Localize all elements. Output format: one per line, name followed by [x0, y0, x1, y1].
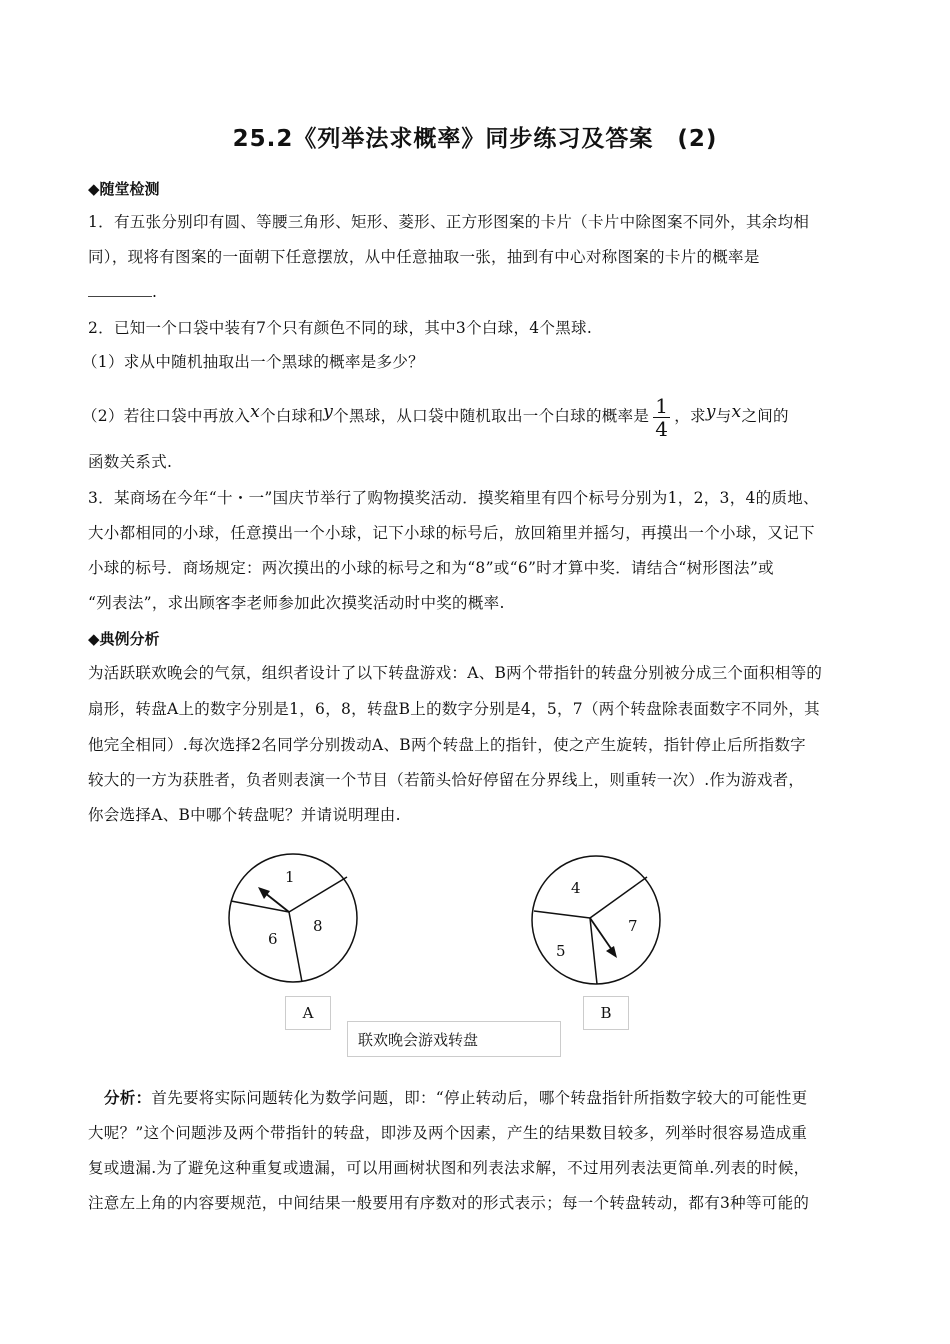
spinner-b-arrowhead-icon	[606, 946, 617, 958]
var-x: x	[250, 402, 261, 422]
page-title: 25.2《列举法求概率》同步练习及答案 (2)	[232, 126, 718, 152]
q2-part2-text-d: ，求	[674, 407, 706, 425]
spinner-b-number-5: 5	[556, 942, 566, 960]
q3-line3: 小球的标号．商场规定：两次摸出的小球的标号之和为“8”或“6”时才算中奖．请结合“树形图法”或	[88, 559, 774, 577]
q3-line1: 3．某商场在今年“十・一”国庆节举行了购物摸奖活动．摸奖箱里有四个标号分别为1，2，3，4的质地、	[88, 489, 819, 507]
spinner-b	[532, 856, 660, 984]
section-heading-example: ◆典例分析	[88, 630, 160, 648]
q2-part2-text-b: 个白球和	[260, 407, 324, 425]
spinner-a	[229, 854, 357, 982]
example-line1: 为活跃联欢晚会的气氛，组织者设计了以下转盘游戏：A、B两个带指针的转盘分别被分成三个面积相等的	[88, 664, 823, 682]
q2-line-end: 函数关系式.	[88, 453, 173, 471]
q2-part1: （1）求从中随机抽取出一个黑球的概率是多少？	[82, 353, 424, 371]
example-line2: 扇形，转盘A上的数字分别是1，6，8，转盘B上的数字分别是4，5，7（两个转盘除表面数字不同外，其	[88, 700, 820, 718]
fraction-numerator: 1	[655, 393, 669, 418]
spinner-b-label: B	[583, 996, 629, 1030]
spinner-a-divider-2	[231, 901, 289, 912]
spinner-b-number-7: 7	[628, 917, 638, 935]
q2-part2-text-f: 之间的	[741, 407, 789, 425]
spinner-a-divider-3	[289, 912, 302, 982]
analysis-line2: 大呢？”这个问题涉及两个带指针的转盘，即涉及两个因素，产生的结果数目较多，列举时很容易造成重	[88, 1124, 808, 1142]
q3-line2: 大小都相同的小球，任意摸出一个小球，记下小球的标号后，放回箱里并摇匀，再摸出一个小球，又记下	[88, 524, 815, 542]
q2-part2-text-c: 个黑球，从口袋中随机取出一个白球的概率是	[333, 407, 650, 425]
q1-period: .	[152, 283, 158, 301]
q1-line1: 1．有五张分别印有圆、等腰三角形、矩形、菱形、正方形图案的卡片（卡片中除图案不同外，其余均相	[88, 213, 810, 231]
analysis-line1	[104, 1088, 884, 1108]
figure-caption: 联欢晚会游戏转盘	[347, 1021, 561, 1057]
spinner-a-label: A	[285, 996, 331, 1030]
analysis-line3: 复或遗漏.为了避免这种重复或遗漏，可以用画树状图和列表法求解，不过用列表法更简单.列表的时候，	[88, 1159, 810, 1177]
spinner-a-number-1: 1	[285, 868, 295, 886]
example-line4: 较大的一方为获胜者，负者则表演一个节目（若箭头恰好停留在分界线上，则重转一次）.作为游戏者，	[88, 771, 805, 789]
example-line3: 他完全相同）.每次选择2名同学分别拨动A、B两个转盘上的指针，使之产生旋转，指针停止后所指数字	[88, 736, 806, 754]
spinner-b-divider-1	[590, 877, 647, 918]
example-line5: 你会选择A、B中哪个转盘呢？并请说明理由.	[88, 806, 401, 824]
spinner-b-number-4: 4	[571, 879, 581, 897]
analysis-line4: 注意左上角的内容要规范，中间结果一般要用有序数对的形式表示；每一个转盘转动，都有3种等可能的	[88, 1194, 810, 1212]
spinner-a-number-8: 8	[313, 917, 323, 935]
spinner-b-divider-2	[534, 911, 590, 918]
spinner-a-arrowhead-icon	[258, 887, 270, 899]
analysis-label: 分析：	[104, 1089, 152, 1107]
q2-line1: 2．已知一个口袋中装有7个只有颜色不同的球，其中3个白球，4个黑球.	[88, 319, 593, 337]
q3-line4: “列表法”，求出顾客李老师参加此次摸奖活动时中奖的概率.	[88, 594, 505, 612]
var-y: y	[323, 402, 334, 422]
spinner-b-circle	[532, 856, 660, 984]
q1-line2: 同），现将有图案的一面朝下任意摆放，从中任意抽取一张，抽到有中心对称图案的卡片的概率是	[88, 248, 760, 266]
var-x-2: x	[731, 402, 742, 422]
spinner-a-divider-1	[289, 877, 347, 912]
spinner-a-number-6: 6	[268, 930, 278, 948]
fraction-denominator: 4	[655, 416, 669, 441]
q2-part2-text-a: （2）若往口袋中再放入	[82, 407, 251, 425]
var-y-2: y	[705, 402, 716, 422]
section-heading-practice: ◆随堂检测	[88, 180, 160, 198]
q2-part2-text-e: 与	[715, 407, 732, 425]
analysis-line1-text: 首先要将实际问题转化为数学问题，即：“停止转动后，哪个转盘指针所指数字较大的可能性更	[151, 1089, 808, 1107]
